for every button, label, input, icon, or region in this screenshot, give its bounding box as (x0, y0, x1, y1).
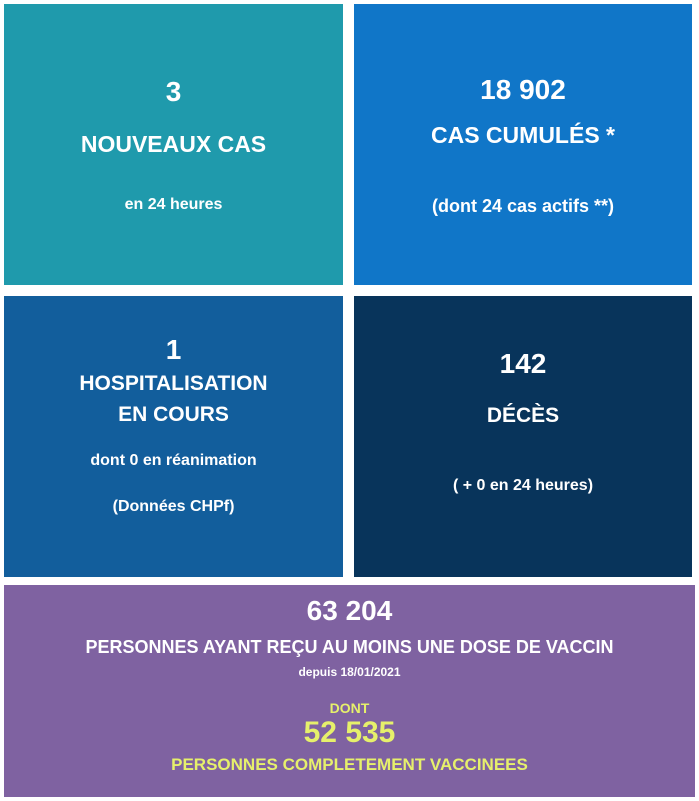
vaccination-tile (4, 585, 695, 797)
new-cases-tile (4, 4, 343, 285)
cumulative-cases-value: 18 902 (480, 74, 566, 105)
new-cases-label: NOUVEAUX CAS (80, 131, 267, 157)
vaccination-value: 63 204 (306, 595, 393, 626)
hospitalisation-value: 1 (165, 334, 182, 365)
icu-note: dont 0 en réanimation (90, 452, 257, 469)
vaccination-label: PERSONNES AYANT REÇU AU MOINS UNE DOSE DE VACCIN (85, 637, 614, 657)
new-cases-note: en 24 heures (124, 196, 223, 213)
deaths-label: DÉCÈS (486, 404, 560, 427)
vaccination-since: depuis 18/01/2021 (298, 665, 401, 679)
hospitalisation-label-line2: EN COURS (118, 403, 229, 426)
dont-label: DONT (329, 700, 370, 716)
new-cases-value: 3 (165, 76, 182, 107)
active-cases-note: (dont 24 cas actifs **) (431, 196, 615, 216)
cumulative-cases-tile (354, 4, 692, 285)
deaths-value: 142 (499, 348, 547, 379)
fully-vaccinated-value: 52 535 (303, 716, 396, 749)
deaths-24h-note: ( + 0 en 24 heures) (452, 477, 594, 494)
cumulative-cases-label: CAS CUMULÉS * (430, 122, 615, 148)
deaths-tile (354, 296, 692, 577)
hospitalisation-tile (4, 296, 343, 577)
data-source-note: (Données CHPf) (112, 498, 235, 515)
fully-vaccinated-label: PERSONNES COMPLETEMENT VACCINEES (171, 755, 528, 774)
hospitalisation-label-line1: HOSPITALISATION (79, 372, 268, 395)
